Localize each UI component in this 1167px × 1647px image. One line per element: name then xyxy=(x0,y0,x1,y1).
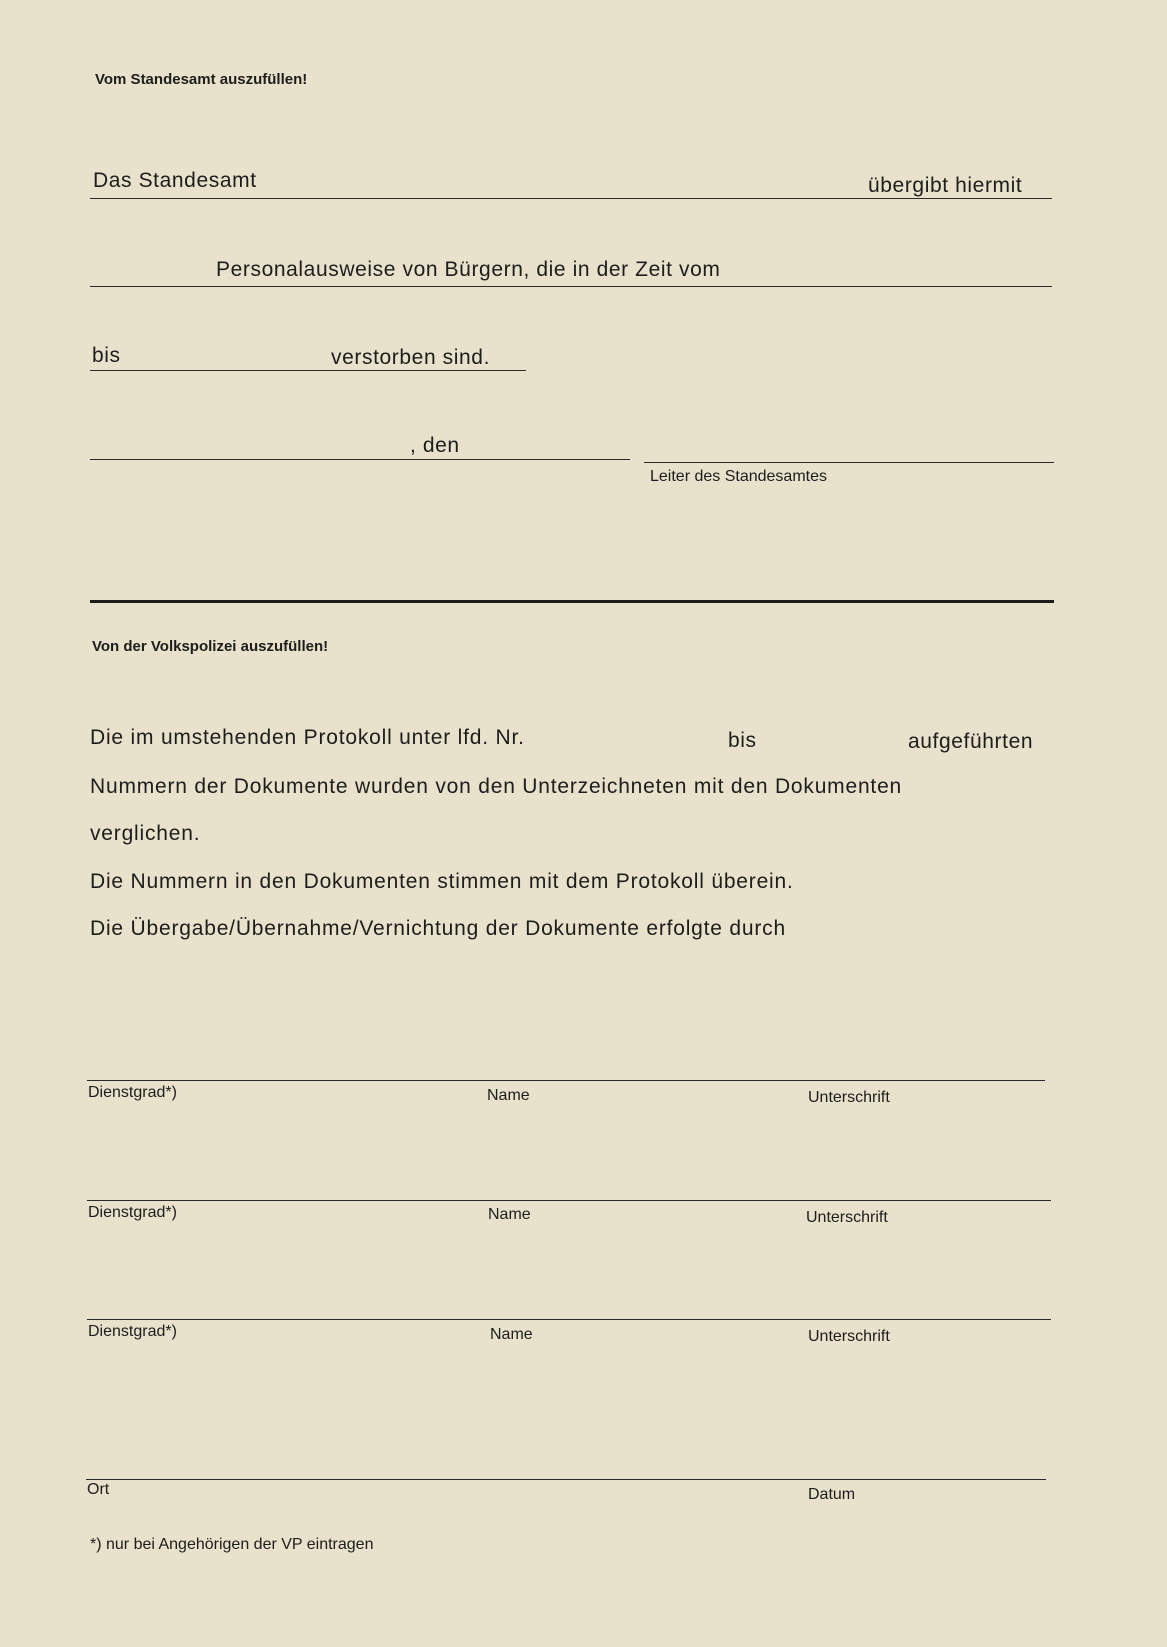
protocol-paragraph-line-4: Die Nummern in den Dokumenten stimmen mit dem Protokoll überein. xyxy=(90,870,794,893)
transfers-label: übergibt hiermit xyxy=(868,174,1023,197)
signature-row-1-line[interactable] xyxy=(87,1080,1045,1081)
rank-caption-1: Dienstgrad*) xyxy=(88,1084,177,1101)
registry-section-heading: Vom Standesamt auszufüllen! xyxy=(95,71,308,88)
registry-office-input-line[interactable] xyxy=(90,198,1052,199)
protocol-paragraph-line-5: Die Übergabe/Übernahme/Vernichtung der Dokumente erfolgte durch xyxy=(90,917,786,940)
protocol-paragraph-line-1 xyxy=(90,726,525,750)
rank-caption-3: Dienstgrad*) xyxy=(88,1323,177,1340)
deceased-label: verstorben sind. xyxy=(331,346,491,369)
signature-caption-1: Unterschrift xyxy=(808,1089,890,1106)
signature-row-3-line[interactable] xyxy=(87,1319,1051,1320)
rank-caption-2: Dienstgrad*) xyxy=(88,1204,177,1221)
protocol-paragraph-line-2: Nummern der Dokumente wurden von den Unterzeichneten mit den Dokumenten xyxy=(90,775,903,798)
period-input-line[interactable] xyxy=(90,370,526,371)
signature-caption-2: Unterschrift xyxy=(806,1209,888,1226)
name-caption-3: Name xyxy=(490,1326,533,1343)
registry-head-signature-line[interactable] xyxy=(644,462,1054,463)
place-date-label: , den xyxy=(410,434,460,457)
section-divider xyxy=(90,600,1054,603)
place-date-input-line[interactable] xyxy=(90,459,630,460)
protocol-paragraph-line-3: verglichen. xyxy=(90,822,201,845)
until-label: bis xyxy=(92,344,121,367)
registry-office-label: Das Standesamt xyxy=(93,169,257,192)
id-cards-count-input-line[interactable] xyxy=(90,286,1052,287)
date-caption: Datum xyxy=(808,1486,856,1503)
signature-caption-3: Unterschrift xyxy=(808,1328,890,1345)
place-caption: Ort xyxy=(87,1481,110,1498)
registry-head-caption: Leiter des Standesamtes xyxy=(650,468,827,485)
footnote: *) nur bei Angehörigen der VP eintragen xyxy=(90,1536,374,1553)
police-section-heading: Von der Volkspolizei auszufüllen! xyxy=(92,638,329,655)
place-date-row-line[interactable] xyxy=(86,1479,1046,1480)
name-caption-2: Name xyxy=(488,1206,531,1223)
listed-label: aufgeführten xyxy=(908,730,1034,753)
signature-row-2-line[interactable] xyxy=(87,1200,1051,1201)
protocol-ref-text: Die im umstehenden Protokoll unter lfd. Nr. xyxy=(90,726,525,749)
until-number-label: bis xyxy=(728,729,757,752)
name-caption-1: Name xyxy=(487,1087,530,1104)
id-cards-period-label: Personalausweise von Bürgern, die in der Zeit vom xyxy=(216,258,721,281)
